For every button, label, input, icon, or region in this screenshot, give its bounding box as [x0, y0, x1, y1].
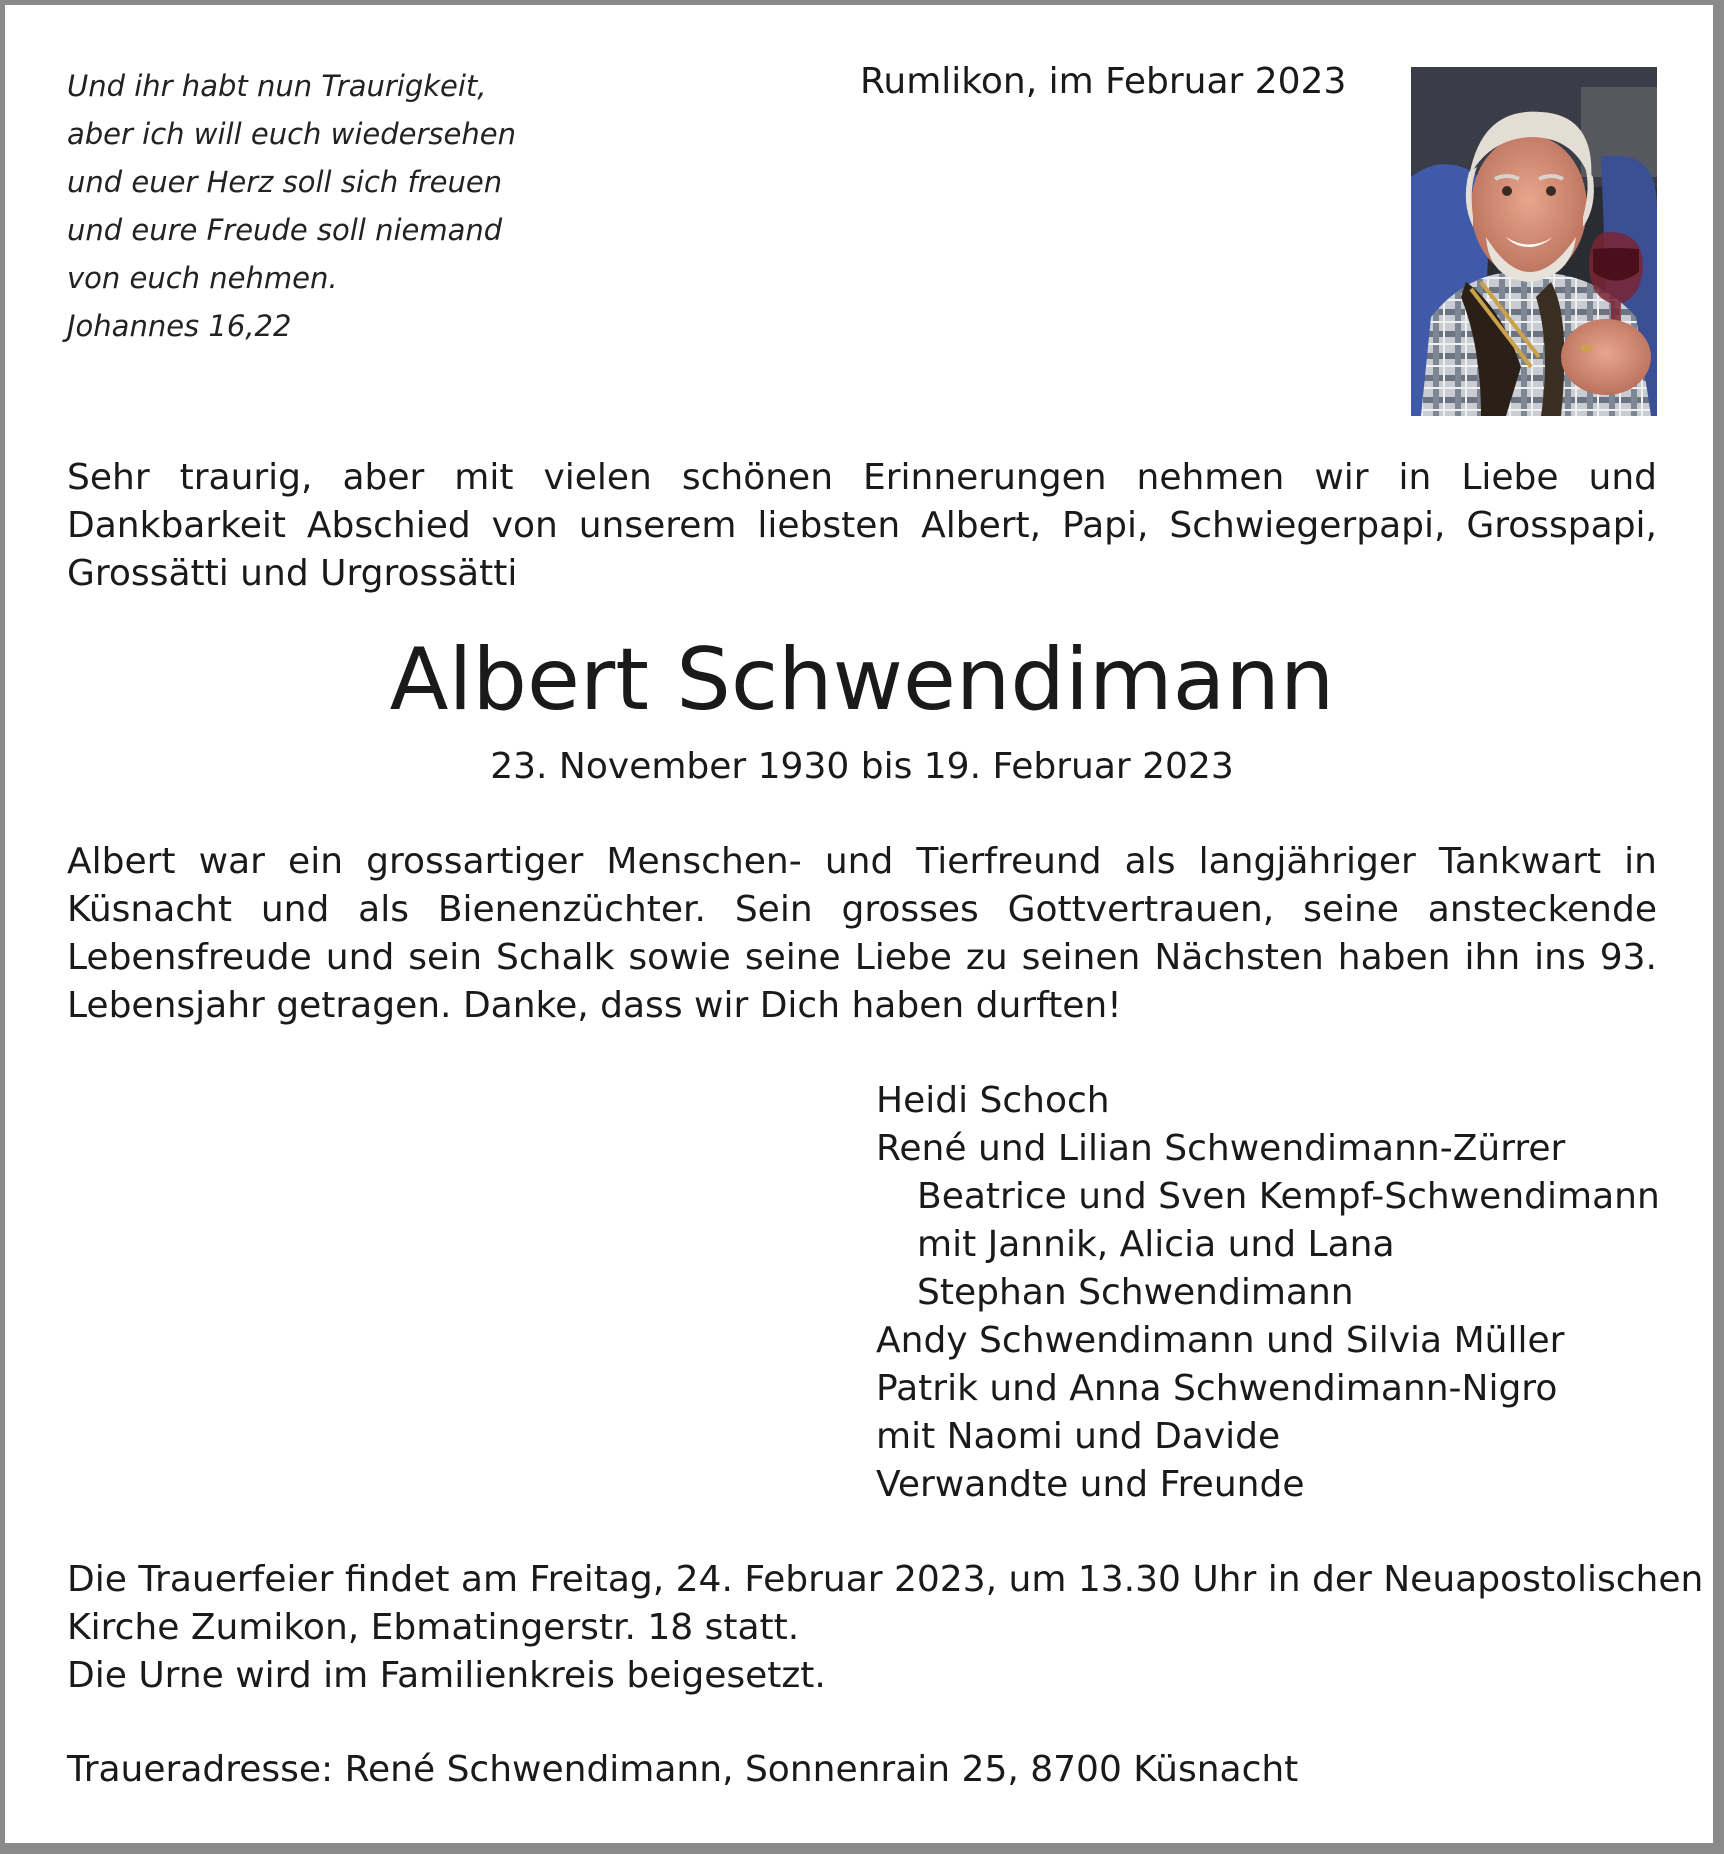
portrait-photo-icon [1411, 67, 1657, 416]
mourner-entry: mit Jannik, Alicia und Lana [917, 1224, 1395, 1265]
funeral-service-info [67, 1556, 1704, 1700]
verse-line: Und ihr habt nun Traurigkeit, [67, 69, 487, 103]
mourner-entry: René und Lilian Schwendimann-Zürrer [876, 1128, 1566, 1169]
mourner-entry: mit Naomi und Davide [876, 1416, 1281, 1457]
service-line: Die Trauerfeier findet am Freitag, 24. Februar 2023, um 13.30 Uhr in der Neuapostolischen [67, 1559, 1704, 1600]
bible-verse [67, 62, 587, 350]
service-line: Kirche Zumikon, Ebmatingerstr. 18 statt. [67, 1607, 800, 1648]
verse-line: von euch nehmen. [67, 261, 338, 295]
place-date: Rumlikon, im Februar 2023 [860, 61, 1347, 102]
mourner-entry: Stephan Schwendimann [917, 1272, 1354, 1313]
deceased-name: Albert Schwendimann [389, 630, 1335, 730]
mourner-entry: Andy Schwendimann und Silvia Müller [876, 1320, 1565, 1361]
life-dates: 23. November 1930 bis 19. Februar 2023 [490, 746, 1234, 787]
portrait-photo [1411, 67, 1657, 416]
mourner-entry: Beatrice und Sven Kempf-Schwendimann [917, 1176, 1660, 1217]
mourner-entry: Verwandte und Freunde [876, 1464, 1305, 1505]
service-line: Die Urne wird im Familienkreis beigesetzt. [67, 1655, 826, 1696]
verse-line: und euer Herz soll sich freuen [67, 165, 503, 199]
verse-line: aber ich will euch wiedersehen [67, 117, 516, 151]
mourning-address: Traueradresse: René Schwendimann, Sonnenrain 25, 8700 Küsnacht [67, 1749, 1299, 1790]
mourners-list [876, 1077, 1660, 1509]
mourner-entry: Heidi Schoch [876, 1080, 1110, 1121]
verse-line: und eure Freude soll niemand [67, 213, 503, 247]
mourner-entry: Patrik und Anna Schwendimann-Nigro [876, 1368, 1558, 1409]
intro-text: Sehr traurig, aber mit vielen schönen Erinnerungen nehmen wir in Liebe und Dankbarkeit Abschied von unserem liebsten Albert, Papi, Schwiegerpapi, Grosspapi, Grossätti und Urgrossätti [67, 457, 1657, 594]
verse-reference: Johannes 16,22 [67, 309, 292, 343]
life-story: Albert war ein grossartiger Menschen- und Tierfreund als langjähriger Tankwart in Küsnacht und als Bienenzüchter. Sein grosses Gottvertrauen, seine ansteckende Lebensfreude und sein Schalk sowie seine Liebe zu seinen Nächsten haben ihn ins 93. Lebensjahr getragen. Danke, dass wir Dich haben durften! [67, 841, 1657, 1026]
